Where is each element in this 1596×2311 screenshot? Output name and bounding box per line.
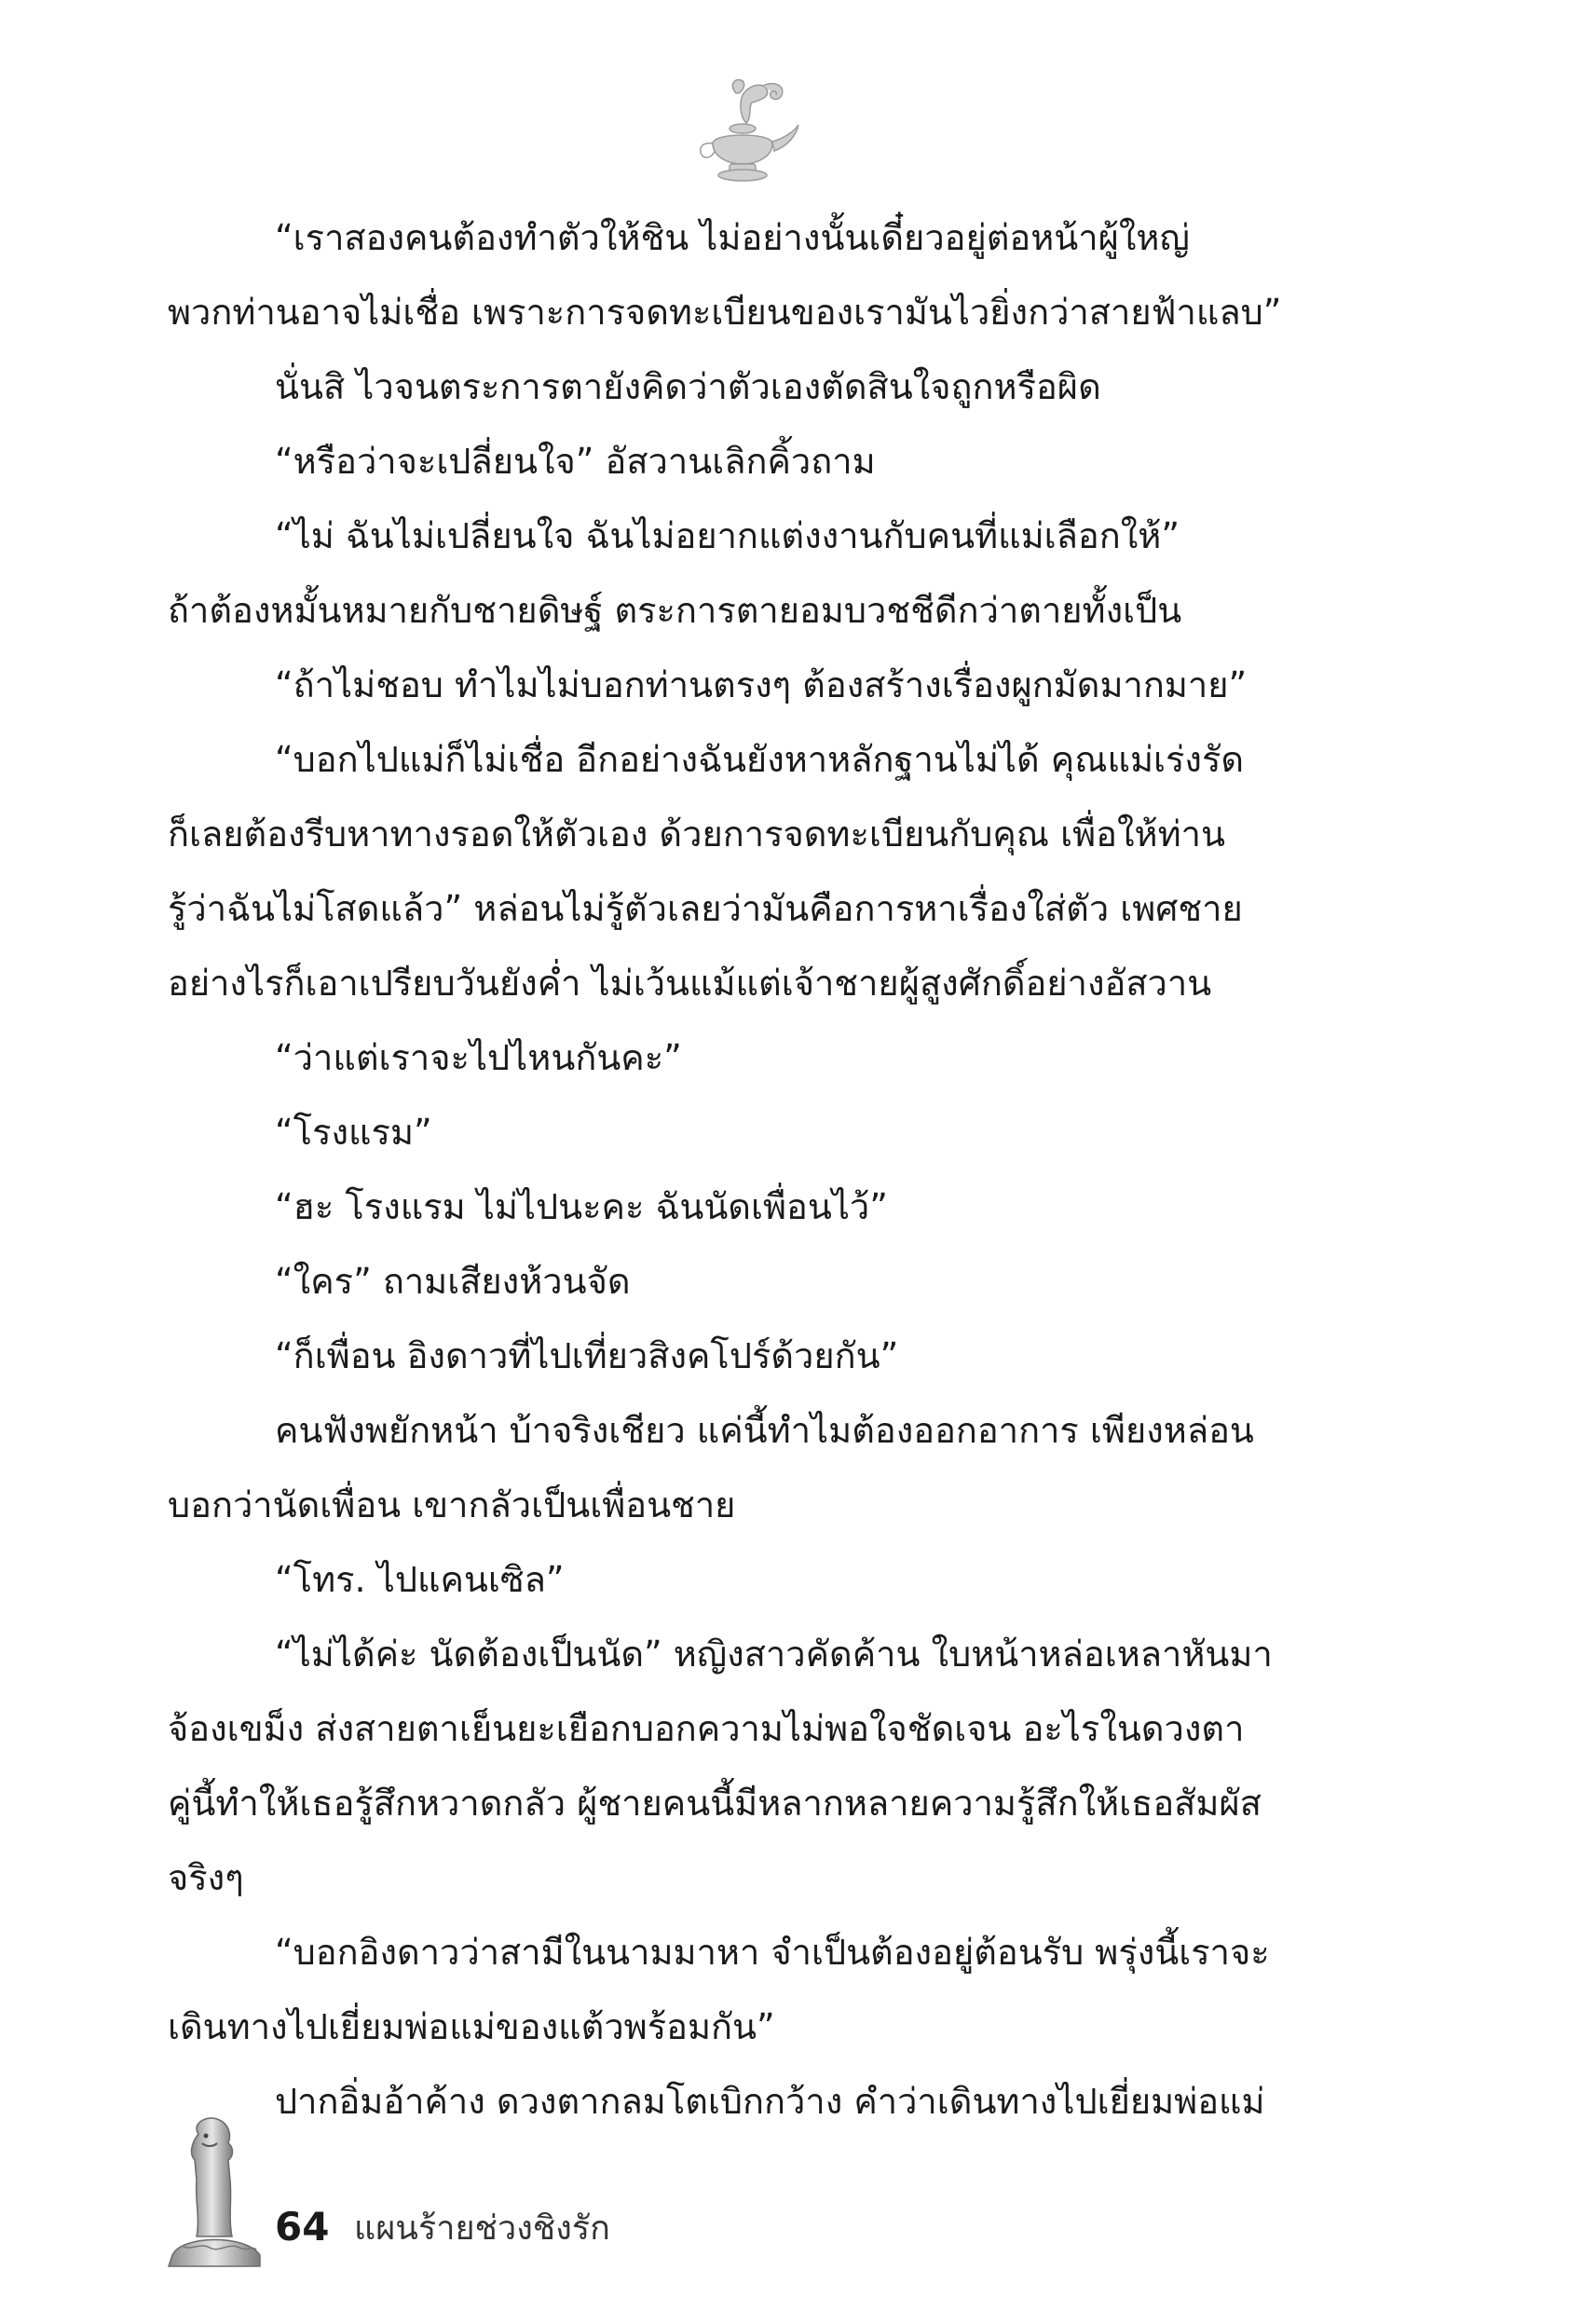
body-text	[168, 200, 1332, 2139]
text-line: บอกว่านัดเพื่อน เขากลัวเป็นเพื่อนชาย	[168, 1484, 736, 1525]
text-line: อย่างไรก็เอาเปรียบวันยังค่ำ ไม่เว้นแม้แต่เจ้าชายผู้สูงศักดิ์อย่างอัสวาน	[168, 963, 1212, 1004]
merlion-statue-icon	[163, 2115, 266, 2269]
genie-lamp-icon	[685, 76, 806, 188]
text-line: ถ้าต้องหมั้นหมายกับชายดิษฐ์ ตระการตายอมบวชชีดีกว่าตายทั้งเป็น	[168, 590, 1182, 631]
text-line: “ฮะ โรงแรม ไม่ไปนะคะ ฉันนัดเพื่อนไว้”	[275, 1186, 888, 1227]
text-line: “ถ้าไม่ชอบ ทำไมไม่บอกท่านตรงๆ ต้องสร้างเรื่องผูกมัดมากมาย”	[275, 664, 1248, 705]
text-line: จริงๆ	[168, 1857, 244, 1898]
text-line: พวกท่านอาจไม่เชื่อ เพราะการจดทะเบียนของเรามันไวยิ่งกว่าสายฟ้าแลบ”	[168, 292, 1282, 333]
text-line: “ไม่ได้ค่ะ นัดต้องเป็นนัด” หญิงสาวคัดค้าน ใบหน้าหล่อเหลาหันมา	[275, 1634, 1273, 1675]
page-number: 64	[275, 2204, 330, 2249]
text-line: “ไม่ ฉันไม่เปลี่ยนใจ ฉันไม่อยากแต่งงานกับคนที่แม่เลือกให้”	[275, 515, 1180, 556]
text-line: รู้ว่าฉันไม่โสดแล้ว” หล่อนไม่รู้ตัวเลยว่ามันคือการหาเรื่องใส่ตัว เพศชาย	[168, 888, 1243, 929]
text-line: “ใคร” ถามเสียงห้วนจัด	[275, 1261, 631, 1302]
text-line: นั่นสิ ไวจนตระการตายังคิดว่าตัวเองตัดสินใจถูกหรือผิด	[275, 366, 1101, 407]
text-line: “โทร. ไปแคนเซิล”	[275, 1559, 565, 1600]
text-line: เดินทางไปเยี่ยมพ่อแม่ของแต้วพร้อมกัน”	[168, 2006, 775, 2047]
text-line: “ว่าแต่เราจะไปไหนกันคะ”	[275, 1037, 682, 1078]
text-line: “หรือว่าจะเปลี่ยนใจ” อัสวานเลิกคิ้วถาม	[275, 441, 876, 482]
book-title: แผนร้ายช่วงชิงรัก	[354, 2209, 610, 2248]
text-line: คนฟังพยักหน้า บ้าจริงเชียว แค่นี้ทำไมต้องออกอาการ เพียงหล่อน	[275, 1410, 1254, 1451]
text-line: จ้องเขม็ง ส่งสายตาเย็นยะเยือกบอกความไม่พอใจชัดเจน อะไรในดวงตา	[168, 1708, 1245, 1749]
text-line: “โรงแรม”	[275, 1112, 432, 1153]
text-line: “บอกไปแม่ก็ไม่เชื่อ อีกอย่างฉันยังหาหลักฐานไม่ได้ คุณแม่เร่งรัด	[275, 739, 1245, 780]
text-line: คู่นี้ทำให้เธอรู้สึกหวาดกลัว ผู้ชายคนนี้มีหลากหลายความรู้สึกให้เธอสัมผัส	[168, 1783, 1262, 1824]
text-line: ปากอิ่มอ้าค้าง ดวงตากลมโตเบิกกว้าง คำว่าเดินทางไปเยี่ยมพ่อแม่	[275, 2081, 1265, 2122]
page-footer	[163, 2115, 815, 2274]
text-line: ก็เลยต้องรีบหาทางรอดให้ตัวเอง ด้วยการจดทะเบียนกับคุณ เพื่อให้ท่าน	[168, 814, 1225, 855]
text-line: “เราสองคนต้องทำตัวให้ชิน ไม่อย่างนั้นเดี๋ยวอยู่ต่อหน้าผู้ใหญ่	[275, 217, 1190, 258]
text-line: “บอกอิงดาวว่าสามีในนามมาหา จำเป็นต้องอยู่ต้อนรับ พรุ่งนี้เราจะ	[275, 1932, 1270, 1973]
text-line: “ก็เพื่อน อิงดาวที่ไปเที่ยวสิงคโปร์ด้วยกัน”	[275, 1335, 899, 1376]
